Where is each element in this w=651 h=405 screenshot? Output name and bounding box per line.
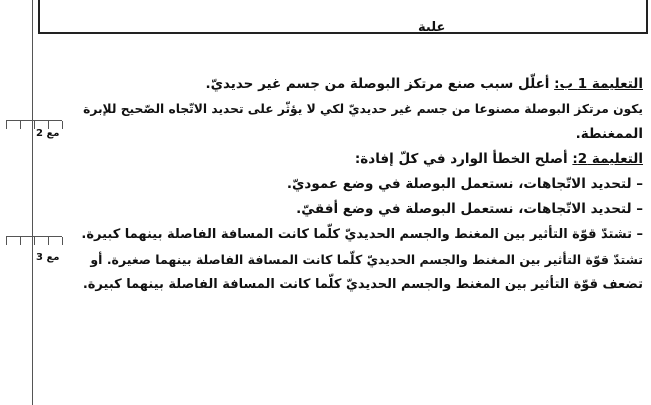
instruction2-item-2: – لتحديد الاتّجاهات، نستعمل البوصلة في وضع أفقيّ. (296, 201, 643, 217)
instruction1-label: التعليمة 1 ب: (554, 76, 643, 92)
margin-line (32, 0, 33, 405)
margin-marks-column (0, 0, 70, 405)
header-box (38, 0, 648, 34)
instruction1-text: أعلّل سبب صنع مرتكز البوصلة من جسم غير حديديّ. (205, 76, 555, 92)
instruction2-item-4: تشتدّ قوّة التأثير بين المغنط والجسم الحديديّ كلّما كانت المسافة الفاصلة بينهما صغيرة. أو (90, 252, 643, 267)
instruction2-item-3: – تشتدّ قوّة التأثير بين المغنط والجسم الحديديّ كلّما كانت المسافة الفاصلة بينهما كبيرة. (81, 227, 643, 242)
exam-content (80, 72, 643, 297)
answer1-line1: يكون مرتكز البوصلة مصنوعا من جسم غير حديديّ لكي لا يؤثّر على تحديد الاتّجاه الصّحيح للإبرة (83, 102, 643, 116)
instruction2-line (80, 147, 643, 172)
header-word: علبة (418, 20, 446, 35)
mark-label-1: مع 2 (36, 128, 60, 139)
instruction2-text: أصلح الخطأ الوارد في كلّ إفادة: (354, 151, 573, 167)
instruction2-label: التعليمة 2: (572, 151, 643, 167)
instruction2-item-1: – لتحديد الاتّجاهات، نستعمل البوصلة في وضع عموديّ. (286, 176, 643, 192)
answer1-line2: الممغنطة. (575, 126, 643, 142)
instruction2-item-5: تضعف قوّة التأثير بين المغنط والجسم الحديديّ كلّما كانت المسافة الفاصلة بينهما كبيرة. (82, 277, 643, 292)
instruction1-line (80, 72, 643, 97)
mark-label-2: مع 3 (36, 252, 60, 263)
mark-box-2 (6, 236, 62, 253)
